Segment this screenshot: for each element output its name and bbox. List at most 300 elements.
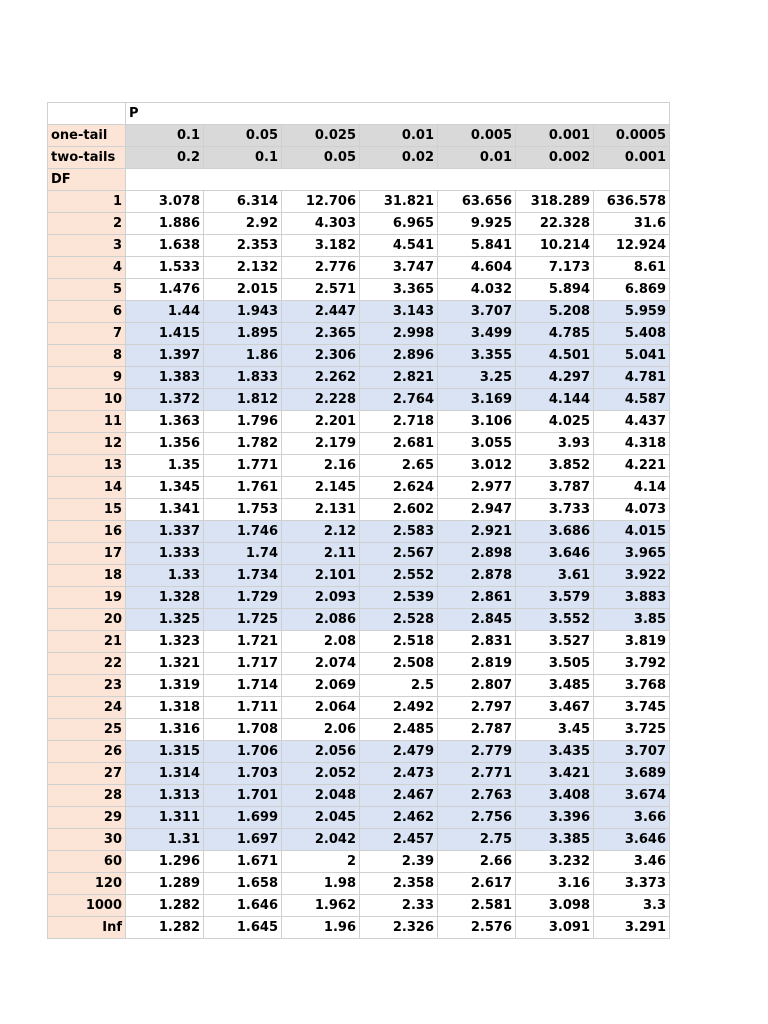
critical-value-cell[interactable]: 3.686 xyxy=(516,521,594,543)
two-tails-value[interactable]: 0.2 xyxy=(126,147,204,169)
critical-value-cell[interactable]: 2.045 xyxy=(282,807,360,829)
df-cell[interactable]: 26 xyxy=(48,741,126,763)
critical-value-cell[interactable]: 2.306 xyxy=(282,345,360,367)
critical-value-cell[interactable]: 3.646 xyxy=(594,829,670,851)
critical-value-cell[interactable]: 2.681 xyxy=(360,433,438,455)
critical-value-cell[interactable]: 1.372 xyxy=(126,389,204,411)
critical-value-cell[interactable]: 3.373 xyxy=(594,873,670,895)
critical-value-cell[interactable]: 1.721 xyxy=(204,631,282,653)
df-cell[interactable]: 23 xyxy=(48,675,126,697)
critical-value-cell[interactable]: 3.3 xyxy=(594,895,670,917)
critical-value-cell[interactable]: 3.579 xyxy=(516,587,594,609)
df-cell[interactable]: 9 xyxy=(48,367,126,389)
critical-value-cell[interactable]: 2.763 xyxy=(438,785,516,807)
critical-value-cell[interactable]: 3.46 xyxy=(594,851,670,873)
critical-value-cell[interactable]: 3.922 xyxy=(594,565,670,587)
critical-value-cell[interactable]: 3.485 xyxy=(516,675,594,697)
df-cell[interactable]: 15 xyxy=(48,499,126,521)
critical-value-cell[interactable]: 1.701 xyxy=(204,785,282,807)
critical-value-cell[interactable]: 2.617 xyxy=(438,873,516,895)
table-row xyxy=(48,433,670,455)
critical-value-cell[interactable]: 2.16 xyxy=(282,455,360,477)
df-cell[interactable]: 27 xyxy=(48,763,126,785)
critical-value-cell[interactable]: 3.012 xyxy=(438,455,516,477)
critical-value-cell[interactable]: 2.567 xyxy=(360,543,438,565)
one-tail-value[interactable]: 0.001 xyxy=(516,125,594,147)
critical-value-cell[interactable]: 2.947 xyxy=(438,499,516,521)
critical-value-cell[interactable]: 1.86 xyxy=(204,345,282,367)
critical-value-cell[interactable]: 2.056 xyxy=(282,741,360,763)
critical-value-cell[interactable]: 1.321 xyxy=(126,653,204,675)
df-cell[interactable]: 28 xyxy=(48,785,126,807)
critical-value-cell[interactable]: 2.787 xyxy=(438,719,516,741)
critical-value-cell[interactable]: 2.101 xyxy=(282,565,360,587)
critical-value-cell[interactable]: 1.313 xyxy=(126,785,204,807)
critical-value-cell[interactable]: 3.499 xyxy=(438,323,516,345)
critical-value-cell[interactable]: 1.31 xyxy=(126,829,204,851)
critical-value-cell[interactable]: 4.781 xyxy=(594,367,670,389)
critical-value-cell[interactable]: 3.725 xyxy=(594,719,670,741)
critical-value-cell[interactable]: 5.959 xyxy=(594,301,670,323)
df-cell[interactable]: 22 xyxy=(48,653,126,675)
df-cell[interactable]: 120 xyxy=(48,873,126,895)
one-tail-label[interactable]: one-tail xyxy=(48,125,126,147)
critical-value-cell[interactable]: 2.473 xyxy=(360,763,438,785)
critical-value-cell[interactable]: 1.943 xyxy=(204,301,282,323)
df-cell[interactable]: 4 xyxy=(48,257,126,279)
critical-value-cell[interactable]: 1.337 xyxy=(126,521,204,543)
critical-value-cell[interactable]: 1.729 xyxy=(204,587,282,609)
critical-value-cell[interactable]: 2.492 xyxy=(360,697,438,719)
critical-value-cell[interactable]: 2.583 xyxy=(360,521,438,543)
df-cell[interactable]: 5 xyxy=(48,279,126,301)
df-cell[interactable]: 6 xyxy=(48,301,126,323)
critical-value-cell[interactable]: 3.169 xyxy=(438,389,516,411)
two-tails-value[interactable]: 0.05 xyxy=(282,147,360,169)
critical-value-cell[interactable]: 2.861 xyxy=(438,587,516,609)
table-row xyxy=(48,609,670,631)
critical-value-cell[interactable]: 3.787 xyxy=(516,477,594,499)
critical-value-cell[interactable]: 3.16 xyxy=(516,873,594,895)
critical-value-cell[interactable]: 1.383 xyxy=(126,367,204,389)
critical-value-cell[interactable]: 2.75 xyxy=(438,829,516,851)
critical-value-cell[interactable]: 2.467 xyxy=(360,785,438,807)
critical-value-cell[interactable]: 3.232 xyxy=(516,851,594,873)
critical-value-cell[interactable]: 1.645 xyxy=(204,917,282,939)
critical-value-cell[interactable]: 10.214 xyxy=(516,235,594,257)
critical-value-cell[interactable]: 2.048 xyxy=(282,785,360,807)
critical-value-cell[interactable]: 1.711 xyxy=(204,697,282,719)
critical-value-cell[interactable]: 1.323 xyxy=(126,631,204,653)
critical-value-cell[interactable]: 3.745 xyxy=(594,697,670,719)
critical-value-cell[interactable]: 2.552 xyxy=(360,565,438,587)
critical-value-cell[interactable]: 6.965 xyxy=(360,213,438,235)
critical-value-cell[interactable]: 1.725 xyxy=(204,609,282,631)
critical-value-cell[interactable]: 3.182 xyxy=(282,235,360,257)
critical-value-cell[interactable]: 3.365 xyxy=(360,279,438,301)
critical-value-cell[interactable]: 2.262 xyxy=(282,367,360,389)
critical-value-cell[interactable]: 6.869 xyxy=(594,279,670,301)
critical-value-cell[interactable]: 1.706 xyxy=(204,741,282,763)
critical-value-cell[interactable]: 2.179 xyxy=(282,433,360,455)
critical-value-cell[interactable]: 2.756 xyxy=(438,807,516,829)
critical-value-cell[interactable]: 2.086 xyxy=(282,609,360,631)
critical-value-cell[interactable]: 1.341 xyxy=(126,499,204,521)
critical-value-cell[interactable]: 31.6 xyxy=(594,213,670,235)
one-tail-value[interactable]: 0.0005 xyxy=(594,125,670,147)
critical-value-cell[interactable]: 2.479 xyxy=(360,741,438,763)
critical-value-cell[interactable]: 4.144 xyxy=(516,389,594,411)
table-row xyxy=(48,785,670,807)
critical-value-cell[interactable]: 2.042 xyxy=(282,829,360,851)
critical-value-cell[interactable]: 2.33 xyxy=(360,895,438,917)
critical-value-cell[interactable]: 2.015 xyxy=(204,279,282,301)
critical-value-cell[interactable]: 2.457 xyxy=(360,829,438,851)
critical-value-cell[interactable]: 2.528 xyxy=(360,609,438,631)
critical-value-cell[interactable]: 3.098 xyxy=(516,895,594,917)
critical-value-cell[interactable]: 2.518 xyxy=(360,631,438,653)
df-cell[interactable]: 60 xyxy=(48,851,126,873)
critical-value-cell[interactable]: 3.733 xyxy=(516,499,594,521)
critical-value-cell[interactable]: 31.821 xyxy=(360,191,438,213)
critical-value-cell[interactable]: 3.25 xyxy=(438,367,516,389)
critical-value-cell[interactable]: 2.131 xyxy=(282,499,360,521)
critical-value-cell[interactable]: 2.819 xyxy=(438,653,516,675)
critical-value-cell[interactable]: 1.886 xyxy=(126,213,204,235)
critical-value-cell[interactable]: 4.437 xyxy=(594,411,670,433)
critical-value-cell[interactable]: 1.812 xyxy=(204,389,282,411)
critical-value-cell[interactable]: 4.032 xyxy=(438,279,516,301)
df-cell[interactable]: 2 xyxy=(48,213,126,235)
df-cell[interactable]: 25 xyxy=(48,719,126,741)
two-tails-value[interactable]: 0.002 xyxy=(516,147,594,169)
critical-value-cell[interactable]: 4.297 xyxy=(516,367,594,389)
critical-value-cell[interactable]: 2.602 xyxy=(360,499,438,521)
critical-value-cell[interactable]: 1.415 xyxy=(126,323,204,345)
critical-value-cell[interactable]: 9.925 xyxy=(438,213,516,235)
critical-value-cell[interactable]: 2.624 xyxy=(360,477,438,499)
critical-value-cell[interactable]: 2.571 xyxy=(282,279,360,301)
critical-value-cell[interactable]: 3.385 xyxy=(516,829,594,851)
one-tail-value[interactable]: 0.01 xyxy=(360,125,438,147)
critical-value-cell[interactable]: 1.311 xyxy=(126,807,204,829)
critical-value-cell[interactable]: 2.228 xyxy=(282,389,360,411)
one-tail-value[interactable]: 0.1 xyxy=(126,125,204,147)
critical-value-cell[interactable]: 3.45 xyxy=(516,719,594,741)
critical-value-cell[interactable]: 2.779 xyxy=(438,741,516,763)
df-cell[interactable]: 3 xyxy=(48,235,126,257)
critical-value-cell[interactable]: 3.143 xyxy=(360,301,438,323)
critical-value-cell[interactable]: 4.604 xyxy=(438,257,516,279)
critical-value-cell[interactable]: 2.145 xyxy=(282,477,360,499)
critical-value-cell[interactable]: 1.98 xyxy=(282,873,360,895)
top-left-cell[interactable] xyxy=(48,103,126,125)
critical-value-cell[interactable]: 5.208 xyxy=(516,301,594,323)
critical-value-cell[interactable]: 2.074 xyxy=(282,653,360,675)
critical-value-cell[interactable]: 2.365 xyxy=(282,323,360,345)
critical-value-cell[interactable]: 1.658 xyxy=(204,873,282,895)
critical-value-cell[interactable]: 1.962 xyxy=(282,895,360,917)
critical-value-cell[interactable]: 636.578 xyxy=(594,191,670,213)
critical-value-cell[interactable]: 5.408 xyxy=(594,323,670,345)
critical-value-cell[interactable]: 2.807 xyxy=(438,675,516,697)
critical-value-cell[interactable]: 2.485 xyxy=(360,719,438,741)
df-cell[interactable]: 18 xyxy=(48,565,126,587)
critical-value-cell[interactable]: 1.315 xyxy=(126,741,204,763)
df-cell[interactable]: 1 xyxy=(48,191,126,213)
critical-value-cell[interactable]: 2.064 xyxy=(282,697,360,719)
critical-value-cell[interactable]: 4.318 xyxy=(594,433,670,455)
critical-value-cell[interactable]: 1.714 xyxy=(204,675,282,697)
critical-value-cell[interactable]: 1.35 xyxy=(126,455,204,477)
critical-value-cell[interactable]: 3.527 xyxy=(516,631,594,653)
critical-value-cell[interactable]: 2.718 xyxy=(360,411,438,433)
df-cell[interactable]: 16 xyxy=(48,521,126,543)
critical-value-cell[interactable]: 63.656 xyxy=(438,191,516,213)
critical-value-cell[interactable]: 1.671 xyxy=(204,851,282,873)
critical-value-cell[interactable]: 5.894 xyxy=(516,279,594,301)
critical-value-cell[interactable]: 1.734 xyxy=(204,565,282,587)
critical-value-cell[interactable]: 3.435 xyxy=(516,741,594,763)
critical-value-cell[interactable]: 22.328 xyxy=(516,213,594,235)
critical-value-cell[interactable]: 7.173 xyxy=(516,257,594,279)
critical-value-cell[interactable]: 3.396 xyxy=(516,807,594,829)
one-tail-value[interactable]: 0.05 xyxy=(204,125,282,147)
critical-value-cell[interactable]: 1.746 xyxy=(204,521,282,543)
df-cell[interactable]: 7 xyxy=(48,323,126,345)
critical-value-cell[interactable]: 1.44 xyxy=(126,301,204,323)
p-label[interactable]: P xyxy=(126,103,670,125)
critical-value-cell[interactable]: 2.508 xyxy=(360,653,438,675)
critical-value-cell[interactable]: 1.318 xyxy=(126,697,204,719)
critical-value-cell[interactable]: 2.12 xyxy=(282,521,360,543)
critical-value-cell[interactable]: 2.358 xyxy=(360,873,438,895)
critical-value-cell[interactable]: 2.462 xyxy=(360,807,438,829)
critical-value-cell[interactable]: 2.052 xyxy=(282,763,360,785)
one-tail-value[interactable]: 0.005 xyxy=(438,125,516,147)
df-cell[interactable]: 29 xyxy=(48,807,126,829)
critical-value-cell[interactable]: 5.041 xyxy=(594,345,670,367)
df-cell[interactable]: 24 xyxy=(48,697,126,719)
critical-value-cell[interactable]: 2.093 xyxy=(282,587,360,609)
critical-value-cell[interactable]: 4.785 xyxy=(516,323,594,345)
critical-value-cell[interactable]: 3.93 xyxy=(516,433,594,455)
critical-value-cell[interactable]: 3.792 xyxy=(594,653,670,675)
df-cell[interactable]: 11 xyxy=(48,411,126,433)
critical-value-cell[interactable]: 2.898 xyxy=(438,543,516,565)
df-cell[interactable]: 17 xyxy=(48,543,126,565)
critical-value-cell[interactable]: 2.845 xyxy=(438,609,516,631)
critical-value-cell[interactable]: 318.289 xyxy=(516,191,594,213)
critical-value-cell[interactable]: 3.747 xyxy=(360,257,438,279)
critical-value-cell[interactable]: 1.796 xyxy=(204,411,282,433)
df-cell[interactable]: 10 xyxy=(48,389,126,411)
critical-value-cell[interactable]: 2.576 xyxy=(438,917,516,939)
critical-value-cell[interactable]: 2.764 xyxy=(360,389,438,411)
critical-value-cell[interactable]: 2.797 xyxy=(438,697,516,719)
critical-value-cell[interactable]: 2.66 xyxy=(438,851,516,873)
df-cell[interactable]: 14 xyxy=(48,477,126,499)
critical-value-cell[interactable]: 3.66 xyxy=(594,807,670,829)
critical-value-cell[interactable]: 1.325 xyxy=(126,609,204,631)
df-cell[interactable]: 20 xyxy=(48,609,126,631)
critical-value-cell[interactable]: 1.895 xyxy=(204,323,282,345)
critical-value-cell[interactable]: 12.924 xyxy=(594,235,670,257)
table-row xyxy=(48,279,670,301)
critical-value-cell[interactable]: 1.703 xyxy=(204,763,282,785)
critical-value-cell[interactable]: 2.132 xyxy=(204,257,282,279)
df-cell[interactable]: 12 xyxy=(48,433,126,455)
critical-value-cell[interactable]: 3.055 xyxy=(438,433,516,455)
critical-value-cell[interactable]: 2.878 xyxy=(438,565,516,587)
critical-value-cell[interactable]: 1.771 xyxy=(204,455,282,477)
critical-value-cell[interactable]: 4.221 xyxy=(594,455,670,477)
critical-value-cell[interactable]: 3.852 xyxy=(516,455,594,477)
critical-value-cell[interactable]: 1.282 xyxy=(126,917,204,939)
df-cell[interactable]: 21 xyxy=(48,631,126,653)
critical-value-cell[interactable]: 4.501 xyxy=(516,345,594,367)
critical-value-cell[interactable]: 2.069 xyxy=(282,675,360,697)
critical-value-cell[interactable]: 1.333 xyxy=(126,543,204,565)
table-row xyxy=(48,521,670,543)
critical-value-cell[interactable]: 3.768 xyxy=(594,675,670,697)
df-cell[interactable]: 8 xyxy=(48,345,126,367)
critical-value-cell[interactable]: 1.708 xyxy=(204,719,282,741)
critical-value-cell[interactable]: 1.363 xyxy=(126,411,204,433)
critical-value-cell[interactable]: 1.314 xyxy=(126,763,204,785)
critical-value-cell[interactable]: 3.291 xyxy=(594,917,670,939)
two-tails-value[interactable]: 0.02 xyxy=(360,147,438,169)
critical-value-cell[interactable]: 3.467 xyxy=(516,697,594,719)
critical-value-cell[interactable]: 2.5 xyxy=(360,675,438,697)
critical-value-cell[interactable]: 3.674 xyxy=(594,785,670,807)
critical-value-cell[interactable]: 2.326 xyxy=(360,917,438,939)
critical-value-cell[interactable]: 1.761 xyxy=(204,477,282,499)
critical-value-cell[interactable]: 3.819 xyxy=(594,631,670,653)
critical-value-cell[interactable]: 6.314 xyxy=(204,191,282,213)
critical-value-cell[interactable]: 3.965 xyxy=(594,543,670,565)
critical-value-cell[interactable]: 1.533 xyxy=(126,257,204,279)
critical-value-cell[interactable]: 1.646 xyxy=(204,895,282,917)
critical-value-cell[interactable]: 1.296 xyxy=(126,851,204,873)
critical-value-cell[interactable]: 8.61 xyxy=(594,257,670,279)
critical-value-cell[interactable]: 3.552 xyxy=(516,609,594,631)
critical-value-cell[interactable]: 1.717 xyxy=(204,653,282,675)
critical-value-cell[interactable]: 2.353 xyxy=(204,235,282,257)
critical-value-cell[interactable]: 1.697 xyxy=(204,829,282,851)
df-label[interactable]: DF xyxy=(48,169,126,191)
two-tails-value[interactable]: 0.1 xyxy=(204,147,282,169)
critical-value-cell[interactable]: 1.282 xyxy=(126,895,204,917)
critical-value-cell[interactable]: 3.408 xyxy=(516,785,594,807)
critical-value-cell[interactable]: 2.581 xyxy=(438,895,516,917)
df-cell[interactable]: Inf xyxy=(48,917,126,939)
critical-value-cell[interactable]: 1.397 xyxy=(126,345,204,367)
df-cell[interactable]: 13 xyxy=(48,455,126,477)
critical-value-cell[interactable]: 1.638 xyxy=(126,235,204,257)
critical-value-cell[interactable]: 5.841 xyxy=(438,235,516,257)
critical-value-cell[interactable]: 2.539 xyxy=(360,587,438,609)
critical-value-cell[interactable]: 2.06 xyxy=(282,719,360,741)
critical-value-cell[interactable]: 2.998 xyxy=(360,323,438,345)
critical-value-cell[interactable]: 2.821 xyxy=(360,367,438,389)
critical-value-cell[interactable]: 2.201 xyxy=(282,411,360,433)
critical-value-cell[interactable]: 1.328 xyxy=(126,587,204,609)
critical-value-cell[interactable]: 1.345 xyxy=(126,477,204,499)
critical-value-cell[interactable]: 3.61 xyxy=(516,565,594,587)
df-header-blank[interactable] xyxy=(126,169,670,191)
critical-value-cell[interactable]: 1.476 xyxy=(126,279,204,301)
critical-value-cell[interactable]: 2 xyxy=(282,851,360,873)
critical-value-cell[interactable]: 3.707 xyxy=(594,741,670,763)
critical-value-cell[interactable]: 1.699 xyxy=(204,807,282,829)
critical-value-cell[interactable]: 2.896 xyxy=(360,345,438,367)
critical-value-cell[interactable]: 4.015 xyxy=(594,521,670,543)
critical-value-cell[interactable]: 1.96 xyxy=(282,917,360,939)
critical-value-cell[interactable]: 3.689 xyxy=(594,763,670,785)
critical-value-cell[interactable]: 2.11 xyxy=(282,543,360,565)
critical-value-cell[interactable]: 3.505 xyxy=(516,653,594,675)
critical-value-cell[interactable]: 1.833 xyxy=(204,367,282,389)
critical-value-cell[interactable]: 2.771 xyxy=(438,763,516,785)
critical-value-cell[interactable]: 2.39 xyxy=(360,851,438,873)
critical-value-cell[interactable]: 2.776 xyxy=(282,257,360,279)
critical-value-cell[interactable]: 2.92 xyxy=(204,213,282,235)
critical-value-cell[interactable]: 1.782 xyxy=(204,433,282,455)
table-row xyxy=(48,763,670,785)
table-row xyxy=(48,301,670,323)
critical-value-cell[interactable]: 3.078 xyxy=(126,191,204,213)
critical-value-cell[interactable]: 3.85 xyxy=(594,609,670,631)
critical-value-cell[interactable]: 4.14 xyxy=(594,477,670,499)
critical-value-cell[interactable]: 1.319 xyxy=(126,675,204,697)
critical-value-cell[interactable]: 1.74 xyxy=(204,543,282,565)
critical-value-cell[interactable]: 2.447 xyxy=(282,301,360,323)
critical-value-cell[interactable]: 12.706 xyxy=(282,191,360,213)
critical-value-cell[interactable]: 3.091 xyxy=(516,917,594,939)
critical-value-cell[interactable]: 1.289 xyxy=(126,873,204,895)
one-tail-value[interactable]: 0.025 xyxy=(282,125,360,147)
table-row xyxy=(48,191,670,213)
critical-value-cell[interactable]: 3.355 xyxy=(438,345,516,367)
two-tails-value[interactable]: 0.01 xyxy=(438,147,516,169)
critical-value-cell[interactable]: 4.303 xyxy=(282,213,360,235)
critical-value-cell[interactable]: 2.831 xyxy=(438,631,516,653)
critical-value-cell[interactable]: 3.646 xyxy=(516,543,594,565)
critical-value-cell[interactable]: 3.883 xyxy=(594,587,670,609)
critical-value-cell[interactable]: 2.65 xyxy=(360,455,438,477)
critical-value-cell[interactable]: 3.421 xyxy=(516,763,594,785)
critical-value-cell[interactable]: 1.316 xyxy=(126,719,204,741)
critical-value-cell[interactable]: 2.921 xyxy=(438,521,516,543)
critical-value-cell[interactable]: 4.587 xyxy=(594,389,670,411)
critical-value-cell[interactable]: 4.025 xyxy=(516,411,594,433)
critical-value-cell[interactable]: 1.753 xyxy=(204,499,282,521)
critical-value-cell[interactable]: 3.707 xyxy=(438,301,516,323)
df-cell[interactable]: 1000 xyxy=(48,895,126,917)
df-cell[interactable]: 19 xyxy=(48,587,126,609)
critical-value-cell[interactable]: 4.073 xyxy=(594,499,670,521)
two-tails-value[interactable]: 0.001 xyxy=(594,147,670,169)
critical-value-cell[interactable]: 1.33 xyxy=(126,565,204,587)
critical-value-cell[interactable]: 1.356 xyxy=(126,433,204,455)
df-cell[interactable]: 30 xyxy=(48,829,126,851)
critical-value-cell[interactable]: 4.541 xyxy=(360,235,438,257)
two-tails-label[interactable]: two-tails xyxy=(48,147,126,169)
critical-value-cell[interactable]: 2.977 xyxy=(438,477,516,499)
critical-value-cell[interactable]: 2.08 xyxy=(282,631,360,653)
critical-value-cell[interactable]: 3.106 xyxy=(438,411,516,433)
